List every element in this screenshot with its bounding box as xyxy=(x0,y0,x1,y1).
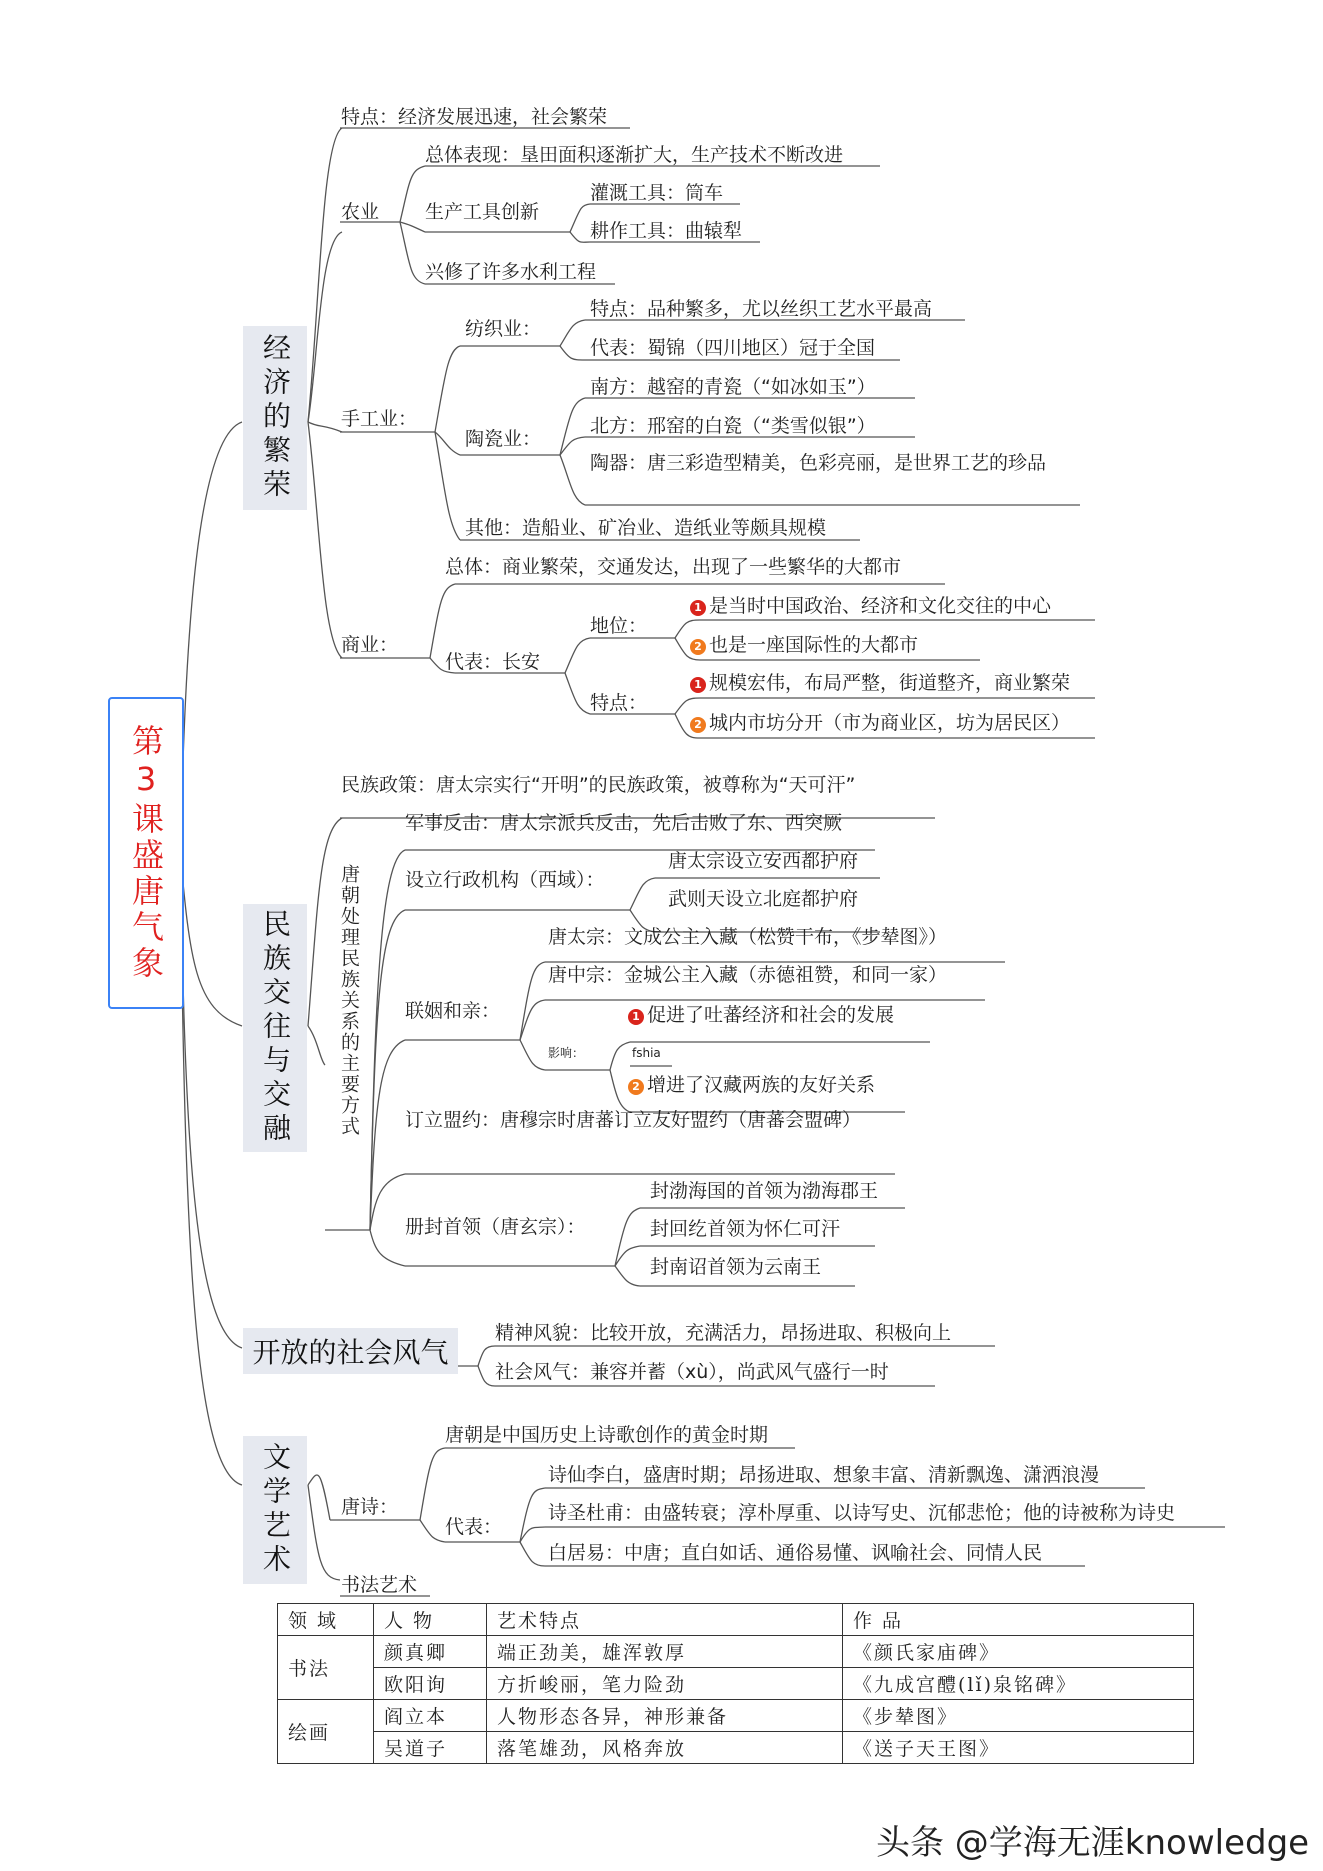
commerce-label: 商业： xyxy=(341,634,399,656)
ethnic-admin-label: 设立行政机构（西域）： xyxy=(405,869,605,891)
handicraft-other: 其他：造船业、矿冶业、造纸业等颇具规模 xyxy=(465,517,827,539)
table-cell: 欧阳询 xyxy=(374,1668,487,1700)
topic-society[interactable] xyxy=(243,1328,458,1374)
arts-golden: 唐朝是中国历史上诗歌创作的黄金时期 xyxy=(445,1424,769,1446)
table-header-row xyxy=(278,1604,1194,1636)
table-row xyxy=(278,1732,1194,1764)
arts-calligraphy-label: 书法艺术 xyxy=(341,1574,418,1596)
arts-rep-label: 代表： xyxy=(445,1516,503,1538)
ethnic-enfeoff-1: 封渤海国的首领为渤海郡王 xyxy=(650,1180,879,1202)
table-cell: 颜真卿 xyxy=(374,1636,487,1668)
number-1-icon: 1 xyxy=(690,677,706,693)
topic-ethnic[interactable] xyxy=(243,904,307,1152)
ethnic-marriage-2: 唐中宗：金城公主入藏（赤德祖赞，和同一家） xyxy=(548,964,948,986)
number-2-icon: 2 xyxy=(690,717,706,733)
ethnic-admin-2: 武则天设立北庭都护府 xyxy=(668,888,859,910)
topic-ethnic-label: 民族交往与交融 xyxy=(259,909,292,1147)
agri-water: 兴修了许多水利工程 xyxy=(425,261,597,283)
ethnic-marriage-1: 唐太宗：文成公主入藏（松赞干布，《步辇图》） xyxy=(548,926,948,948)
ethnic-alliance: 订立盟约：唐穆宗时唐蕃订立友好盟约（唐蕃会盟碑） xyxy=(405,1109,862,1131)
economy-feature: 特点：经济发展迅速，社会繁荣 xyxy=(341,106,608,128)
commerce-feature-2: 2 城内市坊分开（市为商业区，坊为居民区） xyxy=(690,710,1070,736)
table-cell: 《送子天王图》 xyxy=(843,1732,1194,1764)
number-1-icon: 1 xyxy=(690,600,706,616)
table-cell: 落笔雄劲，风格奔放 xyxy=(487,1732,843,1764)
ceramic-label: 陶瓷业： xyxy=(465,428,542,450)
society-custom: 社会风气：兼容并蓄（xù），尚武风气盛行一时 xyxy=(495,1361,889,1383)
ethnic-military: 军事反击：唐太宗派兵反击，先后击败了东、西突厥 xyxy=(405,812,843,834)
number-2-icon: 2 xyxy=(690,639,706,655)
root-title: 第3课盛唐气象 xyxy=(127,724,165,982)
table-cell: 《步辇图》 xyxy=(843,1700,1194,1732)
topic-arts[interactable] xyxy=(243,1436,307,1584)
table-header: 人 物 xyxy=(374,1604,487,1636)
agriculture-label: 农业 xyxy=(341,201,380,223)
table-cell: 《颜氏家庙碑》 xyxy=(843,1636,1194,1668)
ceramic-north: 北方：邢窑的白瓷（“类雪似银”） xyxy=(590,415,876,437)
table-row xyxy=(278,1668,1194,1700)
topic-economy[interactable] xyxy=(243,326,307,510)
ethnic-impact-1: 1 促进了吐蕃经济和社会的发展 xyxy=(628,1002,894,1028)
ethnic-impact-label: 影响： xyxy=(548,1046,585,1060)
textile-label: 纺织业： xyxy=(465,318,542,340)
table-cell: 《九成宫醴(lǐ)泉铭碑》 xyxy=(843,1668,1194,1700)
arts-libai: 诗仙李白，盛唐时期；昂扬进取、想象丰富、清新飘逸、潇洒浪漫 xyxy=(548,1464,1100,1486)
table-header: 领 域 xyxy=(278,1604,374,1636)
table-cell: 端正劲美，雄浑敦厚 xyxy=(487,1636,843,1668)
table-header: 作 品 xyxy=(843,1604,1194,1636)
table-cell-field: 绘画 xyxy=(278,1700,374,1764)
ethnic-marriage-label: 联姻和亲： xyxy=(405,1000,501,1022)
commerce-status-1: 1 是当时中国政治、经济和文化交往的中心 xyxy=(690,593,1051,619)
watermark: 头条 @学海无涯knowledge xyxy=(876,1823,1310,1863)
textile-feature: 特点：品种繁多，尤以丝织工艺水平最高 xyxy=(590,298,933,320)
commerce-rep: 代表：长安 xyxy=(445,651,541,673)
agri-irrigation: 灌溉工具：筒车 xyxy=(590,182,724,204)
number-1-icon: 1 xyxy=(628,1009,644,1025)
ethnic-enfeoff-3: 封南诏首领为云南王 xyxy=(650,1256,822,1278)
commerce-feature-label: 特点： xyxy=(590,692,648,714)
agri-tools-label: 生产工具创新 xyxy=(425,201,540,223)
table-header: 艺术特点 xyxy=(487,1604,843,1636)
table-cell-field: 书法 xyxy=(278,1636,374,1700)
ethnic-admin-1: 唐太宗设立安西都护府 xyxy=(668,850,859,872)
society-spirit: 精神风貌：比较开放，充满活力，昂扬进取、积极向上 xyxy=(495,1322,952,1344)
ethnic-policy: 民族政策：唐太宗实行“开明”的民族政策，被尊称为“天可汗” xyxy=(341,774,856,796)
ethnic-impact-2: 2 增进了汉藏两族的友好关系 xyxy=(628,1072,875,1098)
number-2-icon: 2 xyxy=(628,1079,644,1095)
agri-overall: 总体表现：垦田面积逐渐扩大，生产技术不断改进 xyxy=(425,144,844,166)
commerce-status-2: 2 也是一座国际性的大都市 xyxy=(690,632,918,658)
root-topic[interactable] xyxy=(108,697,184,1009)
ethnic-enfeoff-2: 封回纥首领为怀仁可汗 xyxy=(650,1218,841,1240)
arts-poetry-label: 唐诗： xyxy=(341,1496,399,1518)
ethnic-enfeoff-label: 册封首领（唐玄宗）： xyxy=(405,1216,586,1238)
textile-rep: 代表：蜀锦（四川地区）冠于全国 xyxy=(590,337,876,359)
arts-dufu: 诗圣杜甫：由盛转衰；淳朴厚重、以诗写史、沉郁悲怆；他的诗被称为诗史 xyxy=(548,1502,1176,1524)
arts-baijuyi: 白居易：中唐；直白如话、通俗易懂、讽喻社会、同情人民 xyxy=(548,1542,1043,1564)
table-cell: 阎立本 xyxy=(374,1700,487,1732)
topic-society-label: 开放的社会风气 xyxy=(252,1336,449,1369)
ethnic-methods-label: 唐朝处理民族关系的主要方式 xyxy=(338,864,360,1137)
topic-arts-label: 文学艺术 xyxy=(259,1442,292,1578)
table-cell: 人物形态各异，神形兼备 xyxy=(487,1700,843,1732)
ceramic-south: 南方：越窑的青瓷（“如冰如玉”） xyxy=(590,376,876,398)
art-table xyxy=(277,1603,1194,1764)
table-cell: 方折峻丽，笔力险劲 xyxy=(487,1668,843,1700)
topic-economy-label: 经济的繁荣 xyxy=(259,333,292,503)
commerce-overall: 总体：商业繁荣，交通发达，出现了一些繁华的大都市 xyxy=(445,556,902,578)
commerce-status-label: 地位： xyxy=(590,615,648,637)
table-row xyxy=(278,1636,1194,1668)
handicraft-label: 手工业： xyxy=(341,408,418,430)
table-row xyxy=(278,1700,1194,1732)
table-cell: 吴道子 xyxy=(374,1732,487,1764)
agri-plough: 耕作工具：曲辕犁 xyxy=(590,220,743,242)
commerce-feature-1: 1 规模宏伟，布局严整，街道整齐，商业繁荣 xyxy=(690,670,1070,696)
ethnic-impact-note: fshia xyxy=(632,1046,661,1060)
ceramic-pottery: 陶器：唐三彩造型精美，色彩亮丽，是世界工艺的珍品 xyxy=(590,452,1047,474)
